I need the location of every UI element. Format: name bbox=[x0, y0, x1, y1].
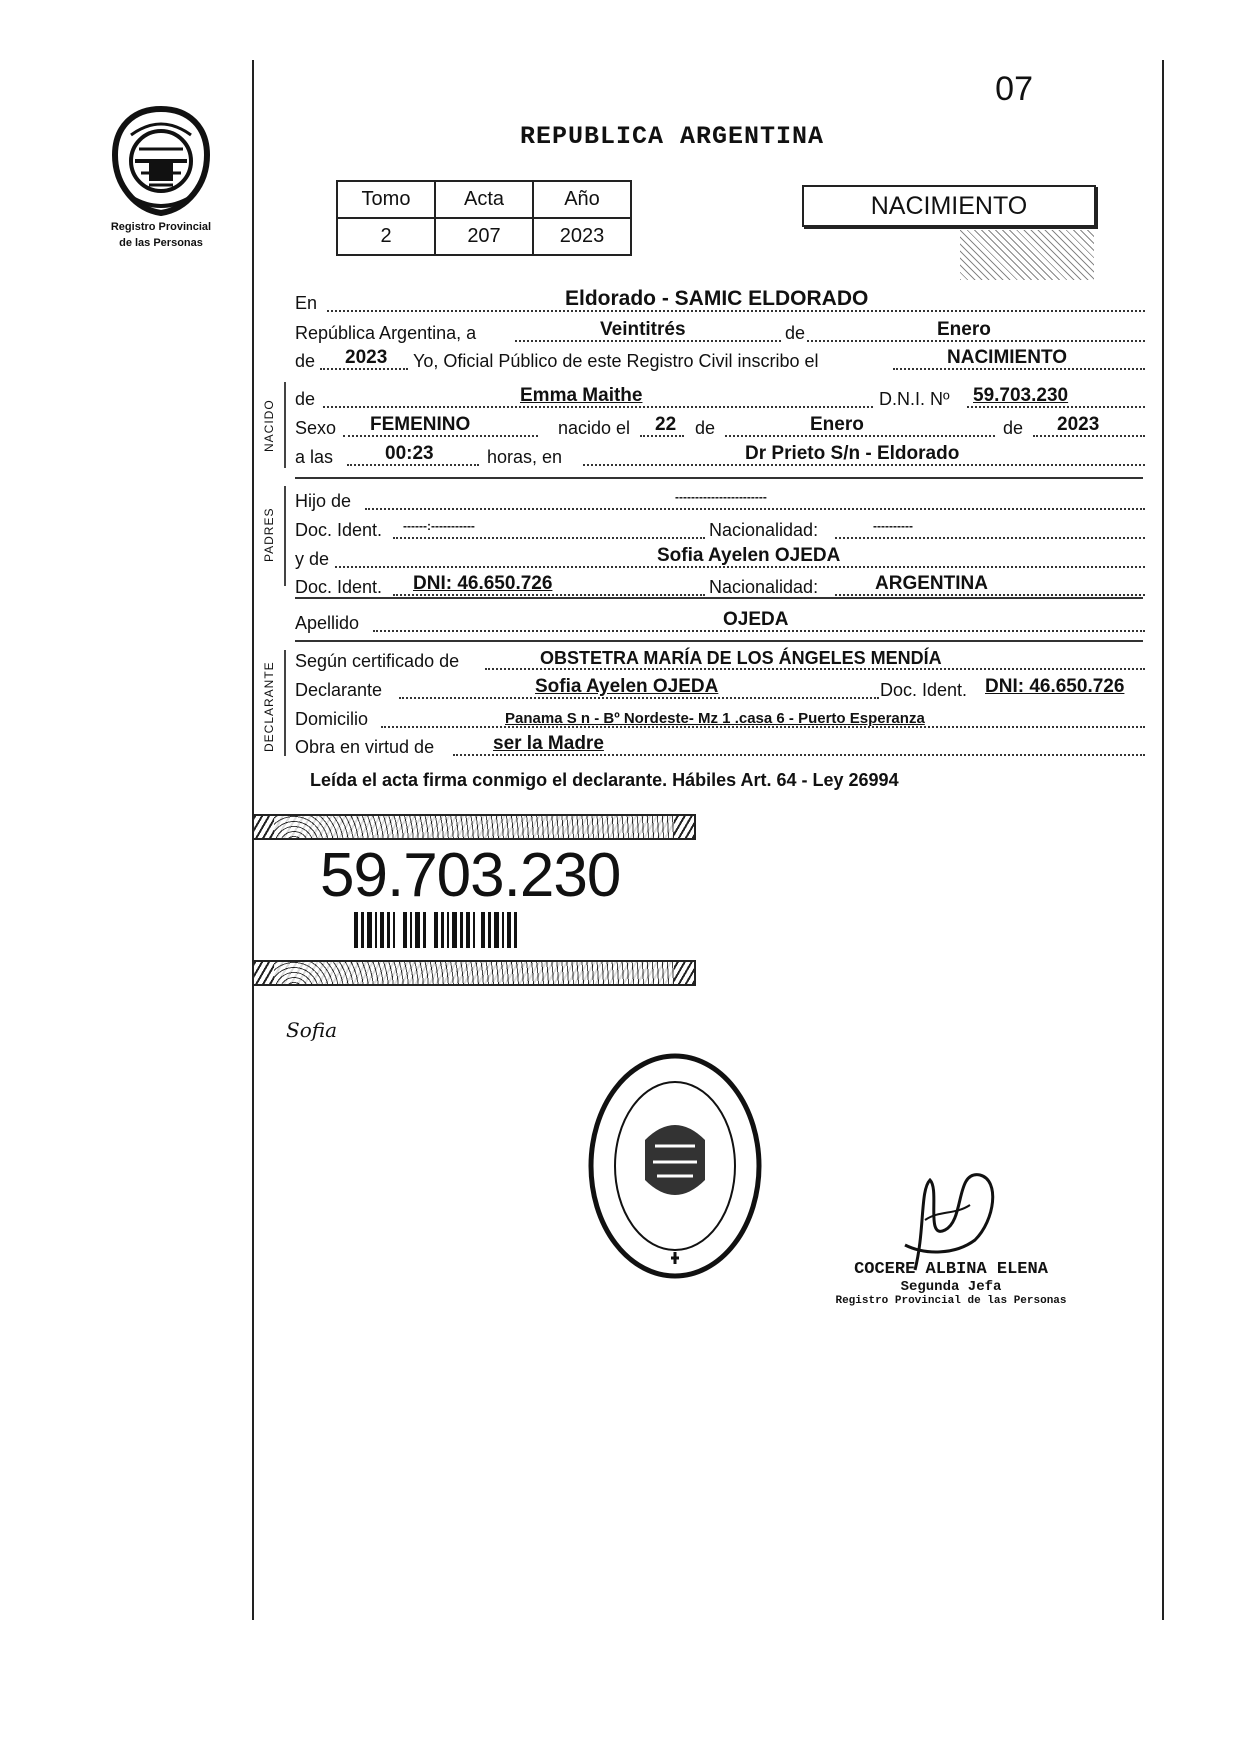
country-title: REPUBLICA ARGENTINA bbox=[520, 122, 825, 151]
birth-time-value: 00:23 bbox=[385, 443, 434, 464]
de-label-3: de bbox=[1003, 418, 1024, 438]
closing-statement: Leída el acta firma conmigo el declarante. Hábiles Art. 64 - Ley 26994 bbox=[310, 770, 899, 790]
place-value: Eldorado - SAMIC ELDORADO bbox=[565, 287, 869, 310]
line-doc2 bbox=[295, 572, 1145, 600]
nacido-de-label: de bbox=[295, 389, 316, 409]
acta-header: Acta bbox=[435, 181, 533, 218]
apellido-divider bbox=[295, 640, 1143, 642]
mother-value: Sofia Ayelen OJEDA bbox=[657, 545, 841, 566]
dni-number-large: 59.703.230 bbox=[320, 841, 621, 910]
nacido-section bbox=[295, 384, 1145, 474]
ano-value: 2023 bbox=[533, 218, 631, 255]
official-role: Segunda Jefa bbox=[900, 1279, 1002, 1295]
right-margin-rule bbox=[1162, 60, 1164, 1620]
declarante-bracket bbox=[284, 650, 286, 756]
birth-place-value: Dr Prieto S/n - Eldorado bbox=[745, 443, 960, 464]
de-label-2: de bbox=[695, 418, 716, 438]
decl-doc-label: Doc. Ident. bbox=[880, 680, 968, 700]
apellido-section bbox=[295, 608, 1145, 638]
nacido-el-label: nacido el bbox=[558, 418, 631, 438]
reference-table bbox=[336, 180, 632, 256]
yde-label: y de bbox=[295, 549, 330, 569]
intro-section bbox=[295, 288, 1145, 384]
obra-value: ser la Madre bbox=[493, 733, 604, 754]
logo-caption-line2: de las Personas bbox=[119, 237, 203, 249]
de-label: de bbox=[785, 323, 806, 343]
doc2-label: Doc. Ident. bbox=[295, 577, 383, 597]
acta-value: 207 bbox=[435, 218, 533, 255]
left-margin-rule bbox=[252, 60, 254, 1620]
birth-month-value: Enero bbox=[810, 414, 864, 435]
line-nacido-name bbox=[295, 384, 1145, 412]
padres-bracket bbox=[284, 486, 286, 586]
hijo-label: Hijo de bbox=[295, 491, 352, 511]
dom-value: Panama S n - Bº Nordeste- Mz 1 .casa 6 - Puerto Esperanza bbox=[505, 710, 925, 727]
declarante-section-label: DECLARANTE bbox=[262, 661, 276, 752]
line-sexo bbox=[295, 413, 1145, 441]
line-republica bbox=[295, 318, 1145, 346]
nac1-label: Nacionalidad: bbox=[709, 520, 819, 540]
birth-year-value: 2023 bbox=[1057, 414, 1100, 435]
dni-label: D.N.I. Nº bbox=[875, 389, 950, 410]
padres-divider bbox=[295, 597, 1143, 599]
child-name-value: Emma Maithe bbox=[520, 385, 643, 406]
line-domicilio bbox=[295, 704, 1145, 732]
line-obra bbox=[295, 732, 1145, 760]
registry-seal-icon bbox=[585, 1050, 765, 1282]
registry-logo bbox=[96, 105, 226, 249]
sexo-label: Sexo bbox=[295, 418, 337, 438]
cert-label: Según certificado de bbox=[295, 651, 460, 671]
doc1-value: ------:----------- bbox=[403, 519, 475, 533]
security-band-bottom bbox=[252, 960, 696, 986]
dots bbox=[393, 537, 705, 539]
de2-label: de bbox=[295, 351, 316, 371]
dni-barcode bbox=[354, 912, 592, 948]
line-doc1 bbox=[295, 515, 1145, 543]
tomo-value: 2 bbox=[337, 218, 435, 255]
official-block bbox=[826, 1260, 1076, 1307]
official-name: COCERE ALBINA ELENA bbox=[854, 1260, 1048, 1279]
line-yde bbox=[295, 544, 1145, 572]
alas-label: a las bbox=[295, 447, 334, 467]
birth-day-value: 22 bbox=[655, 414, 677, 435]
apellido-value: OJEDA bbox=[723, 609, 789, 630]
decl-value: Sofia Ayelen OJEDA bbox=[535, 676, 719, 697]
ano-header: Año bbox=[533, 181, 631, 218]
dom-label: Domicilio bbox=[295, 709, 369, 729]
line-hora bbox=[295, 442, 1145, 470]
reference-value-row bbox=[337, 218, 631, 255]
line-apellido bbox=[295, 608, 1145, 636]
nac2-label: Nacionalidad: bbox=[709, 577, 819, 597]
en-label: En bbox=[295, 293, 318, 313]
declarante-section bbox=[295, 646, 1145, 762]
decl-doc-value: DNI: 46.650.726 bbox=[985, 676, 1125, 697]
nacido-divider bbox=[295, 477, 1143, 479]
republica-label: República Argentina, a bbox=[295, 323, 477, 343]
dots bbox=[365, 508, 1145, 510]
year-value: 2023 bbox=[345, 347, 388, 368]
doc2-value: DNI: 46.650.726 bbox=[413, 573, 553, 594]
month-value: Enero bbox=[937, 319, 991, 340]
line-declarante bbox=[295, 675, 1145, 703]
decl-label: Declarante bbox=[295, 680, 383, 700]
security-stamp bbox=[960, 230, 1094, 280]
father-value: ----------------------- bbox=[675, 490, 767, 504]
page-number: 07 bbox=[995, 70, 1033, 108]
line-en bbox=[295, 288, 1145, 316]
day-words-value: Veintitrés bbox=[600, 319, 686, 340]
nac1-value: ---------- bbox=[873, 519, 913, 533]
padres-section bbox=[295, 486, 1145, 596]
child-dni-value: 59.703.230 bbox=[973, 385, 1069, 406]
line-year bbox=[295, 346, 1145, 374]
nacido-section-label: NACIDO bbox=[262, 399, 276, 452]
horas-label: horas, en bbox=[487, 447, 563, 467]
record-type-box: NACIMIENTO bbox=[802, 185, 1096, 227]
line-hijo bbox=[295, 486, 1145, 514]
provincial-shield-icon bbox=[109, 105, 213, 217]
dots bbox=[835, 537, 1145, 539]
record-value: NACIMIENTO bbox=[947, 347, 1067, 368]
statement-text: Yo, Oficial Público de este Registro Civil inscribo el bbox=[413, 351, 819, 371]
line-certificado bbox=[295, 646, 1145, 674]
padres-section-label: PADRES bbox=[262, 507, 276, 562]
obra-label: Obra en virtud de bbox=[295, 737, 435, 757]
reference-header-row bbox=[337, 181, 631, 218]
apellido-label: Apellido bbox=[295, 613, 360, 633]
sexo-value: FEMENINO bbox=[370, 414, 471, 435]
declarant-signature: Sofia bbox=[286, 1018, 338, 1042]
logo-caption-line1: Registro Provincial bbox=[110, 221, 212, 233]
nacido-bracket bbox=[284, 382, 286, 468]
official-org: Registro Provincial de las Personas bbox=[835, 1295, 1067, 1307]
doc1-label: Doc. Ident. bbox=[295, 520, 383, 540]
cert-value: OBSTETRA MARÍA DE LOS ÁNGELES MENDÍA bbox=[540, 648, 942, 668]
nac2-value: ARGENTINA bbox=[875, 573, 988, 594]
tomo-header: Tomo bbox=[337, 181, 435, 218]
security-band-top bbox=[252, 814, 696, 840]
